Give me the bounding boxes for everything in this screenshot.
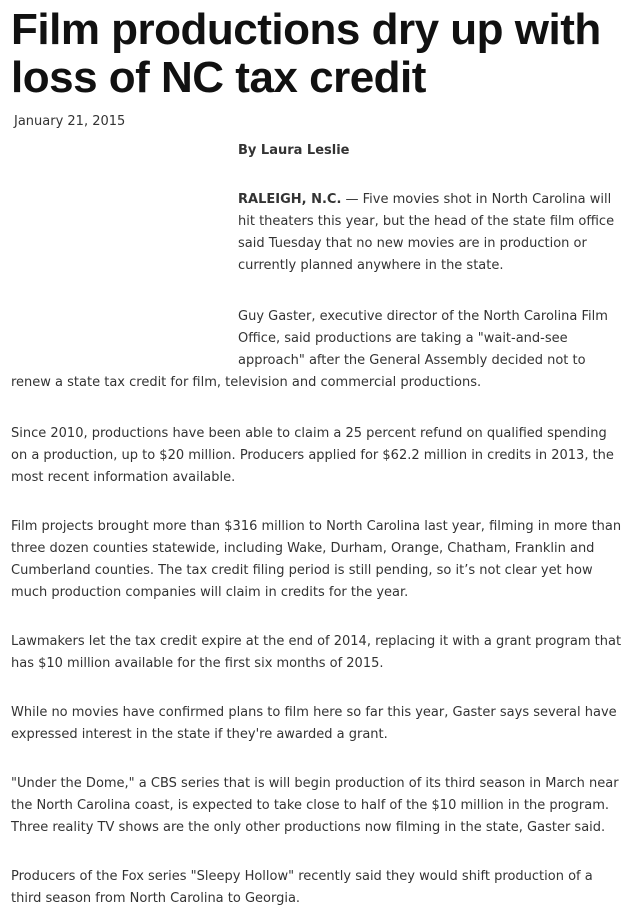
paragraph-5: While no movies have confirmed plans to film here so far this year, Gaster says several have expressed interest in the state if they're awarded a grant. xyxy=(11,705,617,742)
paragraph-4: Lawmakers let the tax credit expire at the end of 2014, replacing it with a grant program that has $10 million available for the first six months of 2015. xyxy=(11,634,622,671)
paragraph-1: Guy Gaster, executive director of the North Carolina Film Office, said productions are taking a "wait-and-see approach" after the General Assembly decided not to renew a state tax credit for film, television and commercial productions. xyxy=(11,309,608,390)
article-date: January 21, 2015 xyxy=(14,114,126,129)
lead-text: — Five movies shot in North Carolina will hit theaters this year, but the head of the state film office said Tuesday that no new movies are in production or currently planned anywhere in the state. xyxy=(238,192,615,273)
article-headline: Film productions dry up with loss of NC tax credit xyxy=(11,5,601,102)
paragraph-6: "Under the Dome," a CBS series that is will begin production of its third season in March near the North Carolina coast, is expected to take close to half of the $10 million in the program. Three reality TV shows are the only other productions now filming in the state, Gaster said. xyxy=(11,776,619,835)
wrapped-paragraph-container xyxy=(11,306,623,394)
paragraph-2: Since 2010, productions have been able to claim a 25 percent refund on qualified spending on a production, up to $20 million. Producers applied for $62.2 million in credits in 2013, the most recent information available. xyxy=(11,426,614,485)
article-byline: By Laura Leslie xyxy=(238,143,350,158)
image-spacer xyxy=(11,306,238,372)
paragraph-3: Film projects brought more than $316 million to North Carolina last year, filming in more than three dozen counties statewide, including Wake, Durham, Orange, Chatham, Franklin and Cumberland counties. The tax credit filing period is still pending, so it’s not clear yet how much production companies will claim in credits for the year. xyxy=(11,519,622,600)
lead-paragraph xyxy=(238,189,622,277)
dateline-location: RALEIGH, N.C. xyxy=(238,192,342,207)
paragraph-7: Producers of the Fox series "Sleepy Hollow" recently said they would shift production of a third season from North Carolina to Georgia. xyxy=(11,869,593,906)
